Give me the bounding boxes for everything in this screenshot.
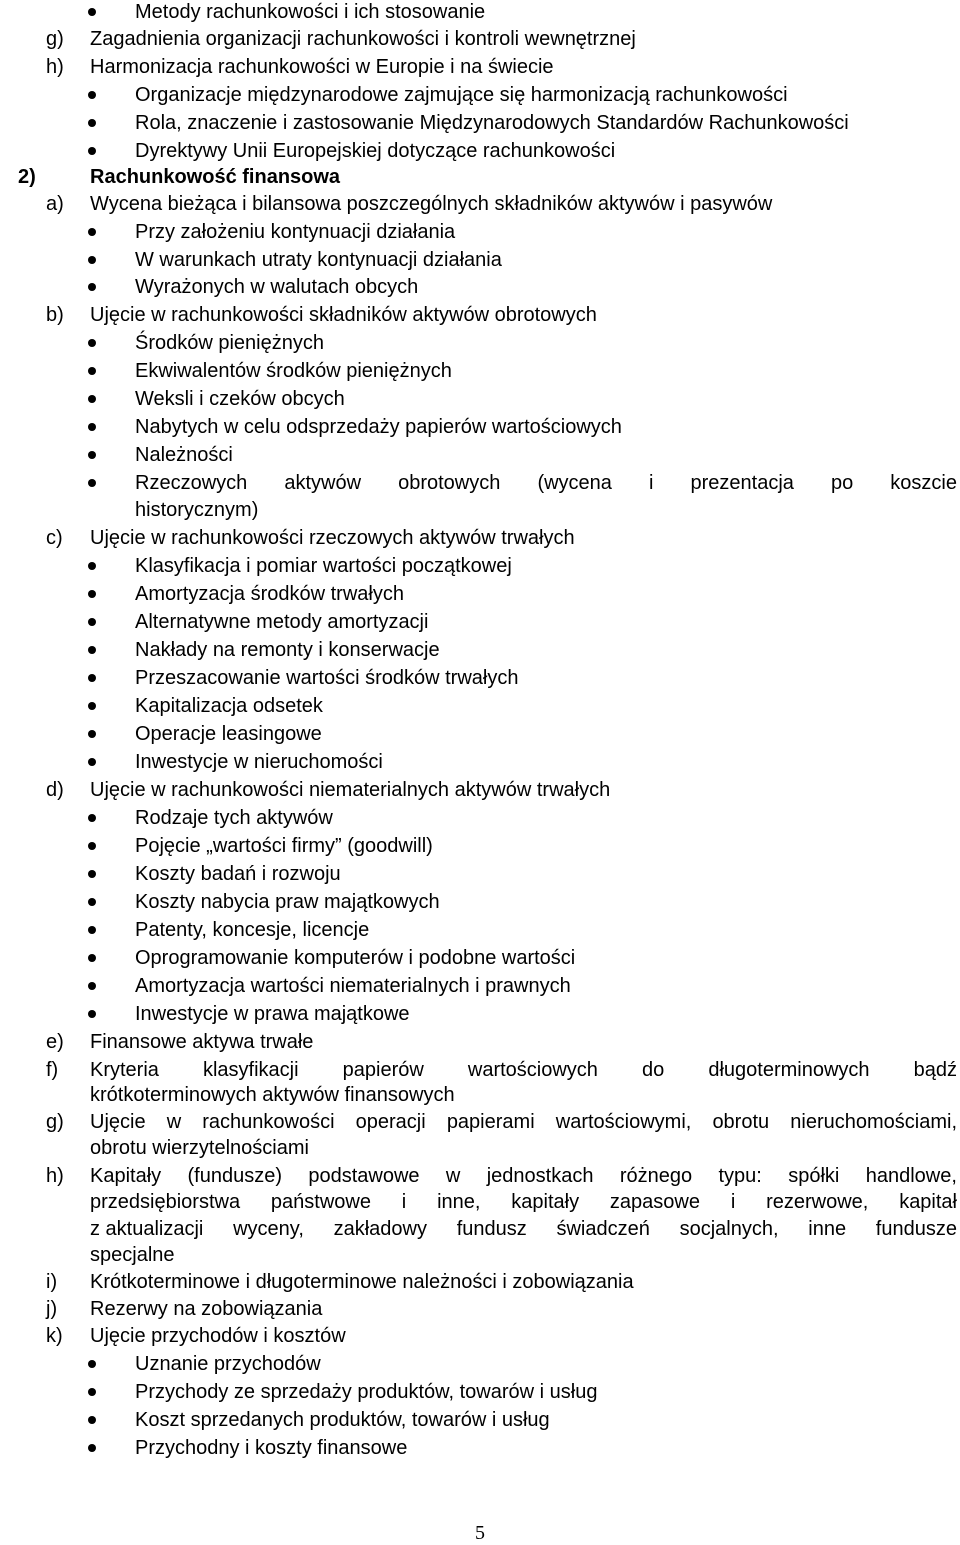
bullet-icon bbox=[88, 674, 96, 682]
bullet-item-text: Kapitalizacja odsetek bbox=[135, 695, 323, 717]
word: w bbox=[166, 1111, 182, 1133]
bullet-icon bbox=[88, 256, 96, 264]
bullet-item-text: Weksli i czeków obcych bbox=[135, 388, 345, 410]
justified-text bbox=[90, 1058, 957, 1082]
bullet-icon bbox=[88, 1360, 96, 1368]
bullet-item-text: Rodzaje tych aktywów bbox=[135, 807, 333, 829]
lettered-item bbox=[0, 526, 960, 550]
justified-text bbox=[90, 1217, 957, 1241]
bullet-item bbox=[0, 946, 960, 970]
word: socjalnych, bbox=[679, 1218, 779, 1240]
word: Kryteria bbox=[90, 1059, 159, 1081]
bullet-icon bbox=[88, 618, 96, 626]
bullet-item-text: Przeszacowanie wartości środków trwałych bbox=[135, 667, 519, 689]
item-text: Finansowe aktywa trwałe bbox=[90, 1031, 314, 1053]
bullet-item-text: Amortyzacja środków trwałych bbox=[135, 583, 404, 605]
bullet-icon bbox=[88, 702, 96, 710]
bullet-item bbox=[0, 415, 960, 439]
item-letter: g) bbox=[46, 1111, 64, 1133]
item-text: Zagadnienia organizacji rachunkowości i kontroli wewnętrznej bbox=[90, 28, 636, 50]
bullet-item-text: Dyrektywy Unii Europejskiej dotyczące rachunkowości bbox=[135, 140, 616, 162]
bullet-item bbox=[0, 139, 960, 163]
lettered-item bbox=[0, 27, 960, 51]
bullet-icon bbox=[88, 1416, 96, 1424]
bullet-item-text: Przy założeniu kontynuacji działania bbox=[135, 221, 456, 243]
bullet-icon bbox=[88, 423, 96, 431]
word: wartościowymi, bbox=[555, 1111, 692, 1133]
item-continuation bbox=[0, 1217, 960, 1241]
word: podstawowe bbox=[308, 1165, 420, 1187]
bullet-item bbox=[0, 806, 960, 830]
bullet-item bbox=[0, 638, 960, 662]
item-text: obrotu wierzytelnościami bbox=[90, 1137, 309, 1159]
bullet-item bbox=[0, 443, 960, 467]
item-letter: e) bbox=[46, 1031, 64, 1053]
lettered-item bbox=[0, 1058, 960, 1082]
bullet-item-text: Koszty badań i rozwoju bbox=[135, 863, 341, 885]
bullet-icon bbox=[88, 562, 96, 570]
item-text: Rezerwy na zobowiązania bbox=[90, 1298, 323, 1320]
word: Ujęcie bbox=[90, 1111, 146, 1133]
bullet-item-text: Nakłady na remonty i konserwacje bbox=[135, 639, 440, 661]
justified-text bbox=[135, 471, 957, 495]
word: (wycena bbox=[537, 472, 612, 494]
bullet-item-continuation bbox=[0, 498, 960, 522]
word: klasyfikacji bbox=[202, 1059, 299, 1081]
word: aktywów bbox=[284, 472, 362, 494]
bullet-item-text: Klasyfikacja i pomiar wartości początkowej bbox=[135, 555, 512, 577]
bullet-item-text: W warunkach utraty kontynuacji działania bbox=[135, 249, 502, 271]
bullet-icon bbox=[88, 339, 96, 347]
bullet-item-text: Amortyzacja wartości niematerialnych i prawnych bbox=[135, 975, 571, 997]
section-heading bbox=[0, 165, 960, 189]
item-letter: i) bbox=[46, 1271, 58, 1293]
bullet-item bbox=[0, 83, 960, 107]
bullet-item bbox=[0, 890, 960, 914]
bullet-icon bbox=[88, 982, 96, 990]
bullet-item-text: Inwestycje w prawa majątkowe bbox=[135, 1003, 410, 1025]
word: jednostkach bbox=[486, 1165, 594, 1187]
item-continuation bbox=[0, 1136, 960, 1160]
word: zapasowe bbox=[609, 1191, 700, 1213]
bullet-icon bbox=[88, 1010, 96, 1018]
bullet-item bbox=[0, 974, 960, 998]
word: Rzeczowych bbox=[135, 472, 248, 494]
bullet-icon bbox=[88, 8, 96, 16]
justified-text bbox=[90, 1110, 957, 1134]
word: operacji bbox=[355, 1111, 426, 1133]
item-letter: b) bbox=[46, 304, 64, 326]
bullet-icon bbox=[88, 91, 96, 99]
word: handlowe, bbox=[865, 1165, 957, 1187]
bullet-item-text: Organizacje międzynarodowe zajmujące się harmonizacją rachunkowości bbox=[135, 84, 788, 106]
word: do bbox=[642, 1059, 665, 1081]
bullet-item bbox=[0, 918, 960, 942]
item-text: krótkoterminowych aktywów finansowych bbox=[90, 1084, 455, 1106]
bullet-item-text: Uznanie przychodów bbox=[135, 1353, 321, 1375]
bullet-item-text: Inwestycje w nieruchomości bbox=[135, 751, 383, 773]
bullet-item-text: Alternatywne metody amortyzacji bbox=[135, 611, 429, 633]
item-text: Ujęcie w rachunkowości niematerialnych aktywów trwałych bbox=[90, 779, 611, 801]
word: bądź bbox=[913, 1059, 957, 1081]
bullet-item-text: Patenty, koncesje, licencje bbox=[135, 919, 370, 941]
item-letter: f) bbox=[46, 1059, 59, 1081]
lettered-item bbox=[0, 1164, 960, 1188]
word: kapitały bbox=[511, 1191, 580, 1213]
bullet-icon bbox=[88, 898, 96, 906]
bullet-item bbox=[0, 1408, 960, 1432]
bullet-item-text: Pojęcie „wartości firmy” (goodwill) bbox=[135, 835, 433, 857]
bullet-icon bbox=[88, 954, 96, 962]
word: z aktualizacji bbox=[90, 1218, 204, 1240]
bullet-icon bbox=[88, 926, 96, 934]
bullet-item-text: Koszty nabycia praw majątkowych bbox=[135, 891, 440, 913]
word: zakładowy bbox=[333, 1218, 427, 1240]
word: spółki bbox=[788, 1165, 840, 1187]
item-text: Ujęcie przychodów i kosztów bbox=[90, 1325, 346, 1347]
bullet-item bbox=[0, 248, 960, 272]
lettered-item bbox=[0, 1110, 960, 1134]
item-text: Krótkoterminowe i długoterminowe należności i zobowiązania bbox=[90, 1271, 634, 1293]
bullet-icon bbox=[88, 590, 96, 598]
bullet-icon bbox=[88, 870, 96, 878]
word: państwowe bbox=[270, 1191, 371, 1213]
bullet-icon bbox=[88, 451, 96, 459]
bullet-icon bbox=[88, 228, 96, 236]
bullet-item-text: Rola, znaczenie i zastosowanie Międzynarodowych Standardów Rachunkowości bbox=[135, 112, 849, 134]
bullet-item bbox=[0, 471, 960, 495]
word: po bbox=[830, 472, 854, 494]
item-letter: h) bbox=[46, 1165, 64, 1187]
word: prezentacja bbox=[690, 472, 794, 494]
bullet-item bbox=[0, 554, 960, 578]
item-text: Ujęcie w rachunkowości rzeczowych aktywów trwałych bbox=[90, 527, 575, 549]
section-title: Rachunkowość finansowa bbox=[90, 166, 341, 188]
word: w bbox=[445, 1165, 461, 1187]
bullet-item-text: Operacje leasingowe bbox=[135, 723, 322, 745]
bullet-item-text: historycznym) bbox=[135, 499, 259, 521]
word: Kapitały bbox=[90, 1165, 162, 1187]
bullet-icon bbox=[88, 367, 96, 375]
lettered-item bbox=[0, 1030, 960, 1054]
bullet-item bbox=[0, 220, 960, 244]
word: typu: bbox=[718, 1165, 762, 1187]
bullet-item-text: Nabytych w celu odsprzedaży papierów wartościowych bbox=[135, 416, 622, 438]
item-text: specjalne bbox=[90, 1244, 175, 1266]
lettered-item bbox=[0, 192, 960, 216]
word: (fundusze) bbox=[187, 1165, 283, 1187]
bullet-item bbox=[0, 1380, 960, 1404]
bullet-item-text: Należności bbox=[135, 444, 233, 466]
lettered-item bbox=[0, 55, 960, 79]
item-continuation bbox=[0, 1243, 960, 1267]
item-continuation bbox=[0, 1190, 960, 1214]
item-letter: k) bbox=[46, 1325, 63, 1347]
word: i bbox=[648, 472, 654, 494]
bullet-icon bbox=[88, 395, 96, 403]
bullet-icon bbox=[88, 119, 96, 127]
bullet-item bbox=[0, 1436, 960, 1460]
word: rezerwowe, bbox=[766, 1191, 869, 1213]
word: wyceny, bbox=[233, 1218, 304, 1240]
word: inne, bbox=[437, 1191, 481, 1213]
bullet-item bbox=[0, 582, 960, 606]
bullet-icon bbox=[88, 1388, 96, 1396]
bullet-item bbox=[0, 834, 960, 858]
word: i bbox=[401, 1191, 407, 1213]
bullet-item bbox=[0, 750, 960, 774]
item-letter: a) bbox=[46, 193, 64, 215]
bullet-icon bbox=[88, 479, 96, 487]
word: papierami bbox=[446, 1111, 535, 1133]
bullet-item bbox=[0, 359, 960, 383]
bullet-item bbox=[0, 666, 960, 690]
lettered-item bbox=[0, 778, 960, 802]
word: przedsiębiorstwa bbox=[90, 1191, 241, 1213]
bullet-item bbox=[0, 722, 960, 746]
bullet-item-text: Metody rachunkowości i ich stosowanie bbox=[135, 1, 486, 23]
section-number: 2) bbox=[18, 166, 36, 188]
page-number: 5 bbox=[475, 1522, 485, 1544]
bullet-item bbox=[0, 111, 960, 135]
word: nieruchomościami, bbox=[790, 1111, 957, 1133]
bullet-item-text: Przychody ze sprzedaży produktów, towarów i usług bbox=[135, 1381, 598, 1403]
bullet-item-text: Wyrażonych w walutach obcych bbox=[135, 276, 419, 298]
word: fundusz bbox=[456, 1218, 527, 1240]
word: różnego bbox=[619, 1165, 693, 1187]
lettered-item bbox=[0, 1324, 960, 1348]
bullet-item bbox=[0, 1352, 960, 1376]
lettered-item bbox=[0, 303, 960, 327]
bullet-icon bbox=[88, 842, 96, 850]
item-continuation bbox=[0, 1083, 960, 1107]
bullet-icon bbox=[88, 730, 96, 738]
word: papierów bbox=[342, 1059, 424, 1081]
justified-text bbox=[90, 1190, 957, 1214]
word: obrotowych bbox=[398, 472, 501, 494]
item-text: Wycena bieżąca i bilansowa poszczególnych składników aktywów i pasywów bbox=[90, 193, 773, 215]
bullet-item-text: Ekwiwalentów środków pieniężnych bbox=[135, 360, 452, 382]
item-letter: h) bbox=[46, 56, 64, 78]
bullet-item-text: Koszt sprzedanych produktów, towarów i usług bbox=[135, 1409, 550, 1431]
bullet-item-text: Przychodny i koszty finansowe bbox=[135, 1437, 408, 1459]
item-letter: j) bbox=[46, 1298, 58, 1320]
word: długoterminowych bbox=[708, 1059, 870, 1081]
bullet-item bbox=[0, 331, 960, 355]
item-letter: g) bbox=[46, 28, 64, 50]
item-letter: d) bbox=[46, 779, 64, 801]
lettered-item bbox=[0, 1297, 960, 1321]
word: kapitał bbox=[899, 1191, 957, 1213]
bullet-item-text: Oprogramowanie komputerów i podobne wartości bbox=[135, 947, 576, 969]
bullet-item bbox=[0, 275, 960, 299]
word: i bbox=[730, 1191, 736, 1213]
bullet-icon bbox=[88, 758, 96, 766]
bullet-item bbox=[0, 387, 960, 411]
bullet-icon bbox=[88, 1444, 96, 1452]
bullet-item bbox=[0, 1002, 960, 1026]
word: wartościowych bbox=[467, 1059, 598, 1081]
bullet-item bbox=[0, 0, 960, 24]
word: obrotu bbox=[712, 1111, 770, 1133]
item-text: Harmonizacja rachunkowości w Europie i na świecie bbox=[90, 56, 554, 78]
word: koszcie bbox=[890, 472, 957, 494]
item-text: Ujęcie w rachunkowości składników aktywów obrotowych bbox=[90, 304, 597, 326]
word: fundusze bbox=[875, 1218, 957, 1240]
word: świadczeń bbox=[556, 1218, 650, 1240]
justified-text bbox=[90, 1164, 957, 1188]
bullet-icon bbox=[88, 646, 96, 654]
lettered-item bbox=[0, 1270, 960, 1294]
word: inne bbox=[808, 1218, 847, 1240]
bullet-item bbox=[0, 694, 960, 718]
bullet-item bbox=[0, 610, 960, 634]
bullet-item bbox=[0, 862, 960, 886]
bullet-icon bbox=[88, 814, 96, 822]
bullet-icon bbox=[88, 147, 96, 155]
bullet-icon bbox=[88, 283, 96, 291]
bullet-item-text: Środków pieniężnych bbox=[135, 332, 324, 354]
item-letter: c) bbox=[46, 527, 63, 549]
word: rachunkowości bbox=[202, 1111, 335, 1133]
